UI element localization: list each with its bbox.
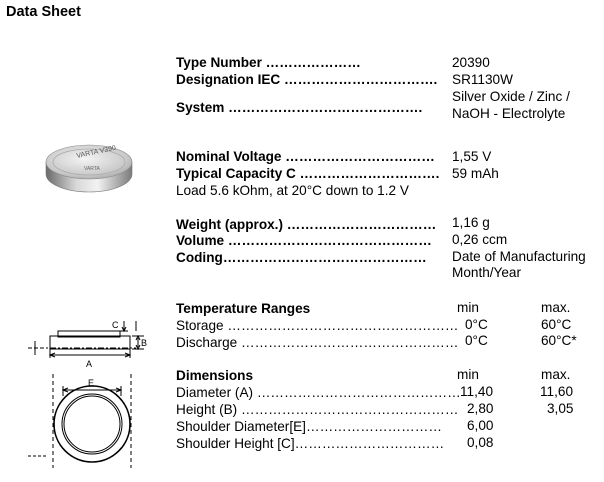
discharge-min: 0°C	[465, 333, 488, 348]
battery-image	[40, 140, 138, 200]
shoulder-height-min: 0,08	[467, 435, 494, 450]
discharge-max: 60°C*	[541, 333, 577, 348]
discharge-label: Discharge …………………………………………	[176, 335, 459, 350]
capacity-label: Typical Capacity C ………………………….	[176, 166, 440, 181]
top-view-drawing	[28, 372, 153, 480]
designation-label: Designation IEC …………………………….	[176, 72, 438, 87]
storage-max: 60°C	[541, 317, 572, 332]
weight-label: Weight (approx.) ……………………………	[176, 217, 437, 232]
shoulder-diameter-min: 6,00	[467, 418, 494, 433]
system-label: System …………………………………….	[176, 100, 423, 115]
diameter-max: 11,60	[540, 384, 574, 399]
page-title: Data Sheet	[6, 4, 81, 20]
dim-label-a: A	[86, 359, 93, 369]
shoulder-height-label: Shoulder Height [C]……………………………	[176, 436, 445, 451]
height-max: 3,05	[547, 401, 574, 416]
shoulder-diameter-label: Shoulder Diameter[E]…………………………	[176, 419, 442, 434]
volume-label: Volume ………………………………………	[176, 233, 432, 248]
type-number-label: Type Number …………………	[176, 55, 361, 70]
dimensions-heading: Dimensions	[176, 368, 254, 383]
storage-min: 0°C	[465, 317, 488, 332]
temperature-max-header: max.	[541, 300, 571, 315]
volume-value: 0,26 ccm	[452, 232, 508, 247]
height-label: Height (B) …………………………………………	[176, 402, 459, 417]
load-note: Load 5.6 kOhm, at 20°C down to 1.2 V	[176, 183, 409, 198]
coding-label: Coding………………………………………	[176, 250, 427, 265]
height-min: 2,80	[467, 401, 494, 416]
designation-value: SR1130W	[452, 72, 513, 87]
diameter-label: Diameter (A) ………………………………………	[176, 385, 461, 400]
nominal-voltage-value: 1,55 V	[452, 149, 492, 164]
dim-label-c: C	[112, 320, 119, 330]
temperature-heading: Temperature Ranges	[176, 301, 311, 316]
storage-label: Storage ……………………………………………	[176, 318, 459, 333]
temperature-min-header: min	[457, 300, 479, 315]
side-view-drawing	[28, 318, 153, 370]
system-value-line2: NaOH - Electrolyte	[452, 106, 566, 121]
dimensions-min-header: min	[457, 367, 479, 382]
coding-value-line2: Month/Year	[452, 265, 522, 280]
system-value-line1: Silver Oxide / Zinc /	[452, 89, 570, 104]
battery-marking: VARTA V390	[75, 144, 117, 160]
dim-label-e: E	[88, 378, 95, 388]
coding-value-line1: Date of Manufacturing	[452, 249, 586, 264]
type-number-value: 20390	[452, 55, 490, 70]
diameter-min: 11,40	[460, 384, 494, 399]
capacity-value: 59 mAh	[452, 166, 499, 181]
dimensions-max-header: max.	[541, 367, 571, 382]
battery-logo: VARTA	[84, 166, 100, 172]
nominal-voltage-label: Nominal Voltage ……………………………	[176, 149, 435, 164]
dim-label-b: B	[141, 338, 148, 348]
weight-value: 1,16 g	[452, 215, 490, 230]
